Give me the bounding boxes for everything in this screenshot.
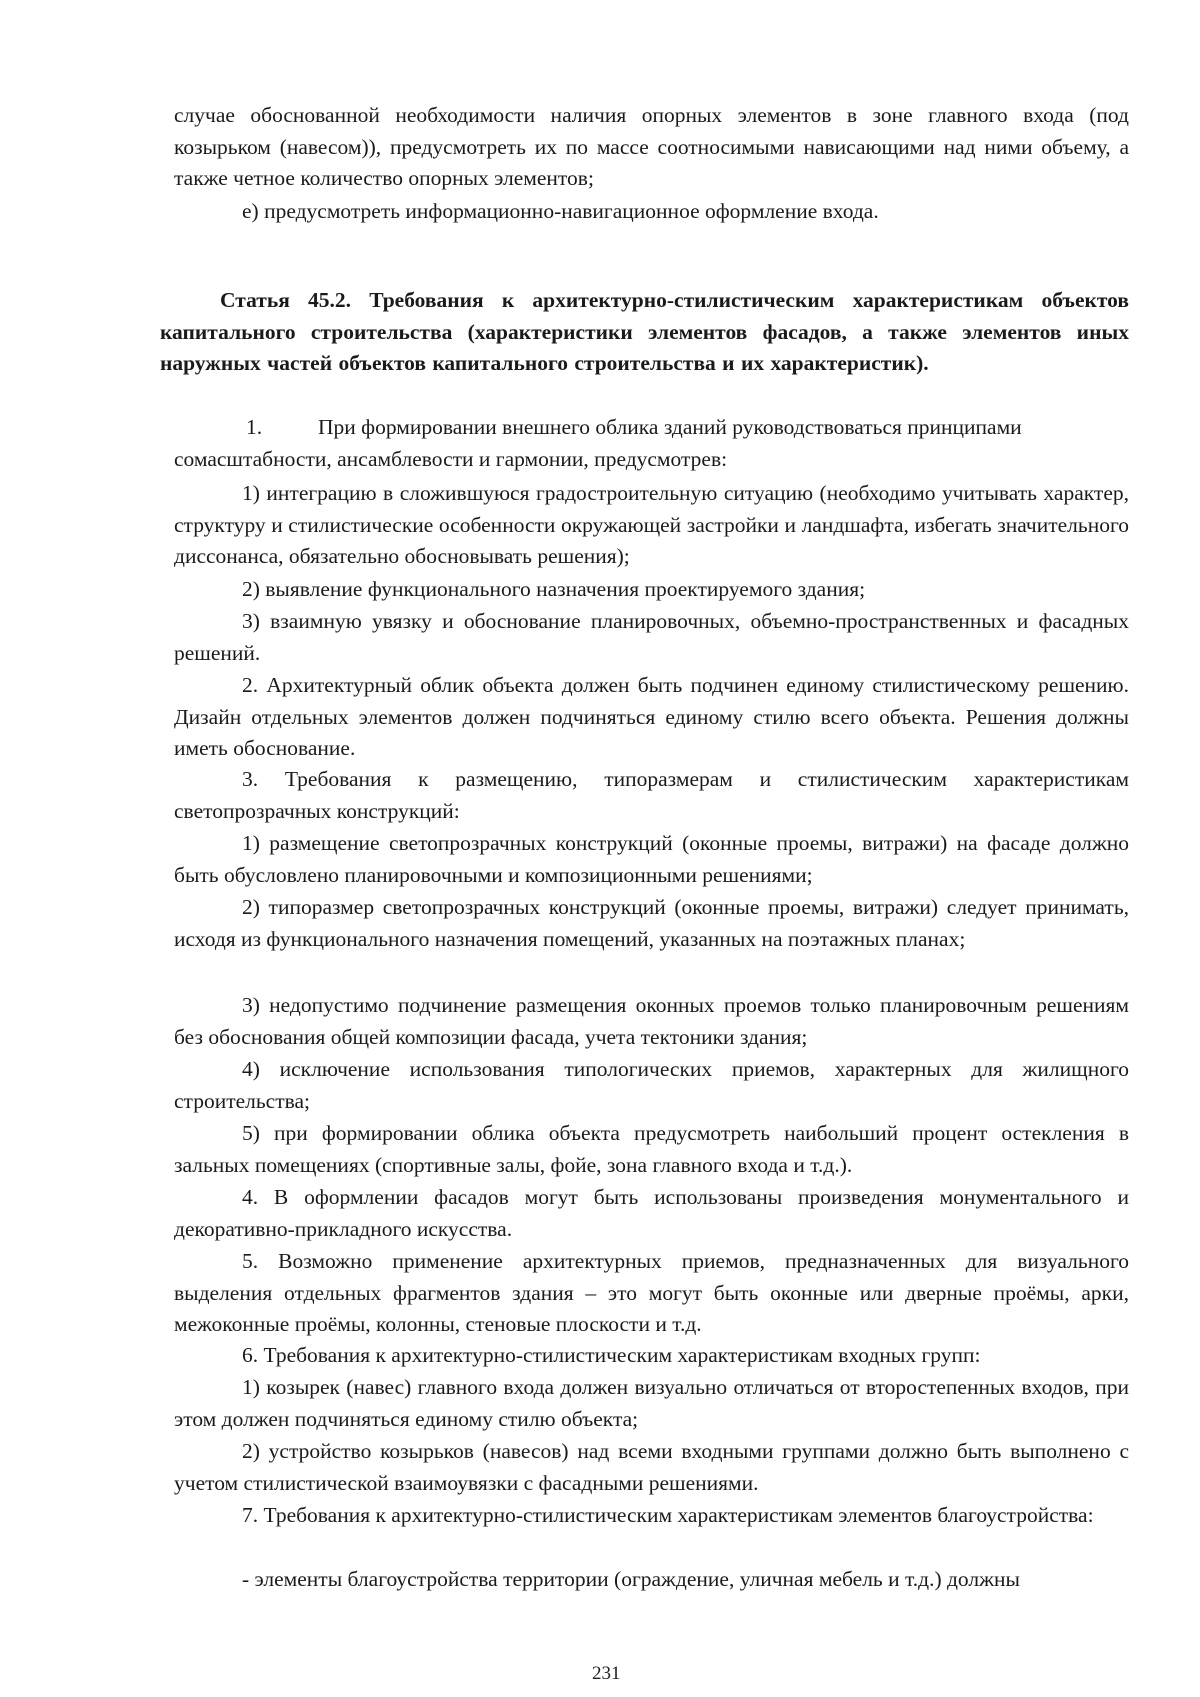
p6-sub1: 1) козырек (навес) главного входа должен визуально отличаться от второстепенных входов, при этом должен подчиняться единому стилю объекта;	[174, 1375, 1129, 1431]
p6-lead: 6. Требования к архитектурно-стилистическим характеристикам входных групп:	[242, 1343, 981, 1367]
article-heading: Статья 45.2. Требования к архитектурно-стилистическим характеристикам объектов капитального строительства (характеристики элементов фасадов, а также элементов иных наружных частей объектов капитального строительства и их характеристик).	[160, 288, 1129, 376]
p1-number: 1.	[246, 415, 263, 439]
intro-item-e: е) предусмотреть информационно-навигационное оформление входа.	[242, 199, 879, 223]
p1-line1: При формировании внешнего облика зданий руководствоваться принципами	[318, 415, 1022, 439]
p3-lead: 3. Требования к размещению, типоразмерам и стилистическим характеристикам светопрозрачных конструкций:	[174, 767, 1129, 823]
p1-sub1: 1) интеграцию в сложившуюся градостроительную ситуацию (необходимо учитывать характер, структуру и стилистические особенности окружающей застройки и ландшафта, избегать значительного диссонанса, обязательно обосновывать решения);	[174, 481, 1129, 569]
p3-sub5: 5) при формировании облика объекта предусмотреть наибольший процент остекления в зальных помещениях (спортивные залы, фойе, зона главного входа и т.д.).	[174, 1121, 1129, 1177]
p3-sub1: 1) размещение светопрозрачных конструкций (оконные проемы, витражи) на фасаде должно быть обусловлено планировочными и композиционными решениями;	[174, 831, 1129, 887]
paragraph-4: 4. В оформлении фасадов могут быть использованы произведения монументального и декоративно-прикладного искусства.	[174, 1185, 1129, 1241]
paragraph-5: 5. Возможно применение архитектурных приемов, предназначенных для визуального выделения отдельных фрагментов здания – это могут быть оконные или дверные проёмы, арки, межоконные проёмы, колонны, стеновые плоскости и т.д.	[174, 1249, 1129, 1337]
p1-sub3: 3) взаимную увязку и обоснование планировочных, объемно-пространственных и фасадных решений.	[174, 609, 1129, 665]
intro-continuation: случае обоснованной необходимости наличия опорных элементов в зоне главного входа (под козырьком (навесом)), предусмотреть их по массе соотносимыми нависающими над ними объему, а также четное количество опорных элементов;	[174, 103, 1129, 191]
p6-sub2: 2) устройство козырьков (навесов) над всеми входными группами должно быть выполнено с учетом стилистической взаимоувязки с фасадными решениями.	[174, 1439, 1129, 1495]
p1-line2: сомасштабности, ансамблевости и гармонии, предусмотрев:	[174, 447, 728, 471]
p3-sub2: 2) типоразмер светопрозрачных конструкций (оконные проемы, витражи) следует принимать, исходя из функционального назначения помещений, указанных на поэтажных планах;	[174, 895, 1129, 951]
p7-sub1: - элементы благоустройства территории (ограждение, уличная мебель и т.д.) должны	[242, 1567, 1020, 1591]
p3-sub3: 3) недопустимо подчинение размещения оконных проемов только планировочным решениям без обоснования общей композиции фасада, учета тектоники здания;	[174, 993, 1129, 1049]
page-number: 231	[592, 1663, 621, 1684]
p1-sub2: 2) выявление функционального назначения проектируемого здания;	[242, 577, 866, 601]
p7-lead: 7. Требования к архитектурно-стилистическим характеристикам элементов благоустройства:	[242, 1503, 1094, 1527]
p3-sub4: 4) исключение использования типологических приемов, характерных для жилищного строительства;	[174, 1057, 1129, 1113]
paragraph-2: 2. Архитектурный облик объекта должен быть подчинен единому стилистическому решению. Дизайн отдельных элементов должен подчиняться единому стилю всего объекта. Решения должны иметь обоснование.	[174, 673, 1129, 761]
